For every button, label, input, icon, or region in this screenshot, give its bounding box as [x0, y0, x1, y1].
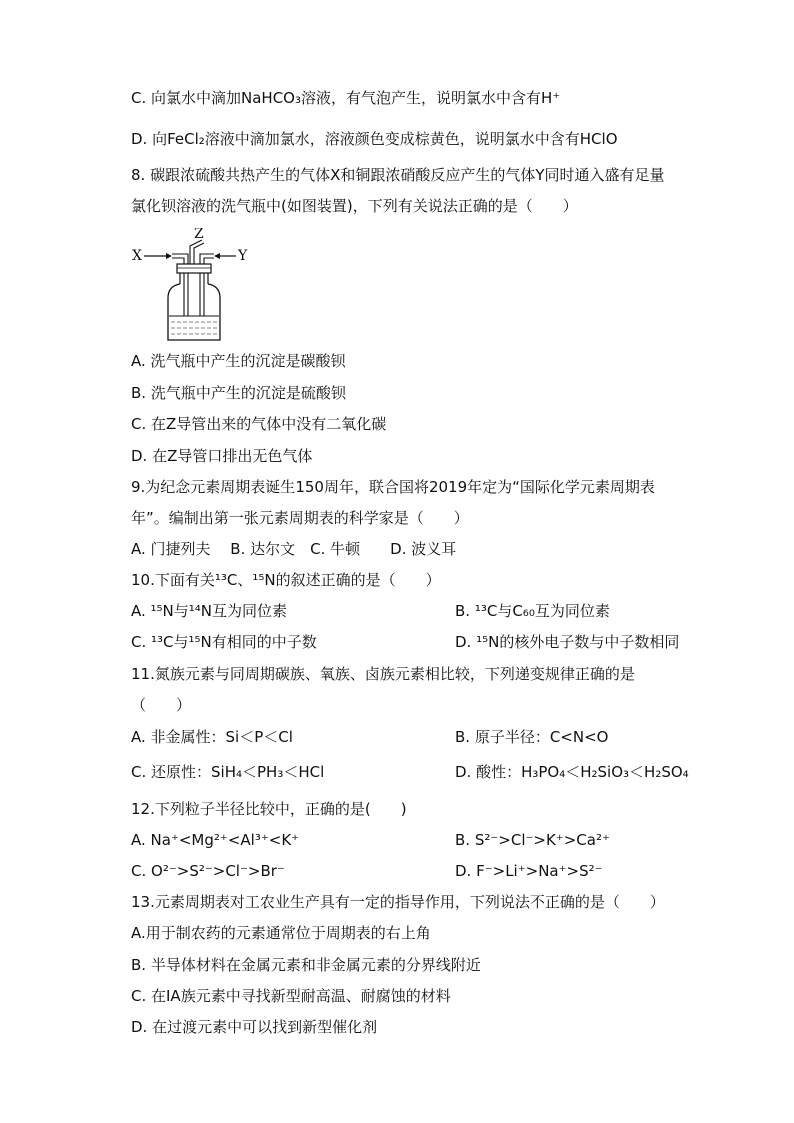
q8-stem-line1: 8. 碳跟浓硫酸共热产生的气体X和铜跟浓硝酸反应产生的气体Y同时通入盛有足量: [131, 166, 665, 184]
q8-option-c: C. 在Z导管出来的气体中没有二氧化碳: [131, 415, 387, 433]
q11-option-d: D. 酸性：H₃PO₄＜H₂SiO₃＜H₂SO₄: [455, 763, 689, 781]
q10-option-d: D. ¹⁵N的核外电子数与中子数相同: [455, 633, 680, 651]
q11-stem-line1: 11.氮族元素与同周期碳族、氧族、卤族元素相比较，下列递变规律正确的是: [131, 665, 635, 683]
q8-option-a: A. 洗气瓶中产生的沉淀是碳酸钡: [131, 352, 346, 370]
q10-option-a: A. ¹⁵N与¹⁴N互为同位素: [131, 602, 288, 620]
q12-option-d: D. F⁻>Li⁺>Na⁺>S²⁻: [455, 862, 603, 880]
gas-washing-bottle-diagram: [130, 228, 260, 346]
q8-option-b: B. 洗气瓶中产生的沉淀是硫酸钡: [131, 384, 346, 402]
q12-stem: 12.下列粒子半径比较中，正确的是( ): [131, 800, 407, 818]
q10-stem: 10.下面有关¹³C、¹⁵N的叙述正确的是（ ）: [131, 571, 441, 589]
q13-option-d: D. 在过渡元素中可以找到新型催化剂: [131, 1018, 378, 1036]
q12-option-b: B. S²⁻>Cl⁻>K⁺>Ca²⁺: [455, 831, 610, 849]
q13-option-c: C. 在IA族元素中寻找新型耐高温、耐腐蚀的材料: [131, 987, 451, 1005]
q11-option-b: B. 原子半径：C<N<O: [455, 728, 609, 746]
q9-options: A. 门捷列夫 B. 达尔文 C. 牛顿 D. 波义耳: [131, 540, 457, 558]
q10-option-b: B. ¹³C与C₆₀互为同位素: [455, 602, 610, 620]
q12-option-a: A. Na⁺<Mg²⁺<Al³⁺<K⁺: [131, 831, 300, 849]
q13-stem: 13.元素周期表对工农业生产具有一定的指导作用，下列说法不正确的是（ ）: [131, 893, 665, 911]
q11-option-c: C. 还原性：SiH₄＜PH₃＜HCl: [131, 763, 325, 781]
q13-option-a: A.用于制农药的元素通常位于周期表的右上角: [131, 924, 431, 942]
q11-option-a: A. 非金属性：Si＜P＜Cl: [131, 728, 293, 746]
diagram-label-z: Z: [194, 228, 204, 242]
q12-option-c: C. O²⁻>S²⁻>Cl⁻>Br⁻: [131, 862, 285, 880]
q9-stem-line1: 9.为纪念元素周期表诞生150周年，联合国将2019年定为“国际化学元素周期表: [131, 478, 655, 496]
q7-option-d: D. 向FeCl₂溶液中滴加氯水，溶液颜色变成棕黄色，说明氯水中含有HClO: [131, 130, 618, 148]
q8-stem-line2: 氯化钡溶液的洗气瓶中(如图装置)，下列有关说法正确的是（ ）: [131, 197, 578, 215]
q10-option-c: C. ¹³C与¹⁵N有相同的中子数: [131, 633, 317, 651]
diagram-label-y: Y: [238, 248, 248, 264]
q9-stem-line2: 年”。编制出第一张元素周期表的科学家是（ ）: [131, 509, 469, 527]
q7-option-c: C. 向氯水中滴加NaHCO₃溶液，有气泡产生，说明氯水中含有H⁺: [131, 89, 561, 107]
diagram-label-x: X: [132, 248, 142, 264]
q8-option-d: D. 在Z导管口排出无色气体: [131, 447, 313, 465]
q11-stem-line2: （ ）: [131, 696, 192, 714]
q13-option-b: B. 半导体材料在金属元素和非金属元素的分界线附近: [131, 956, 481, 974]
